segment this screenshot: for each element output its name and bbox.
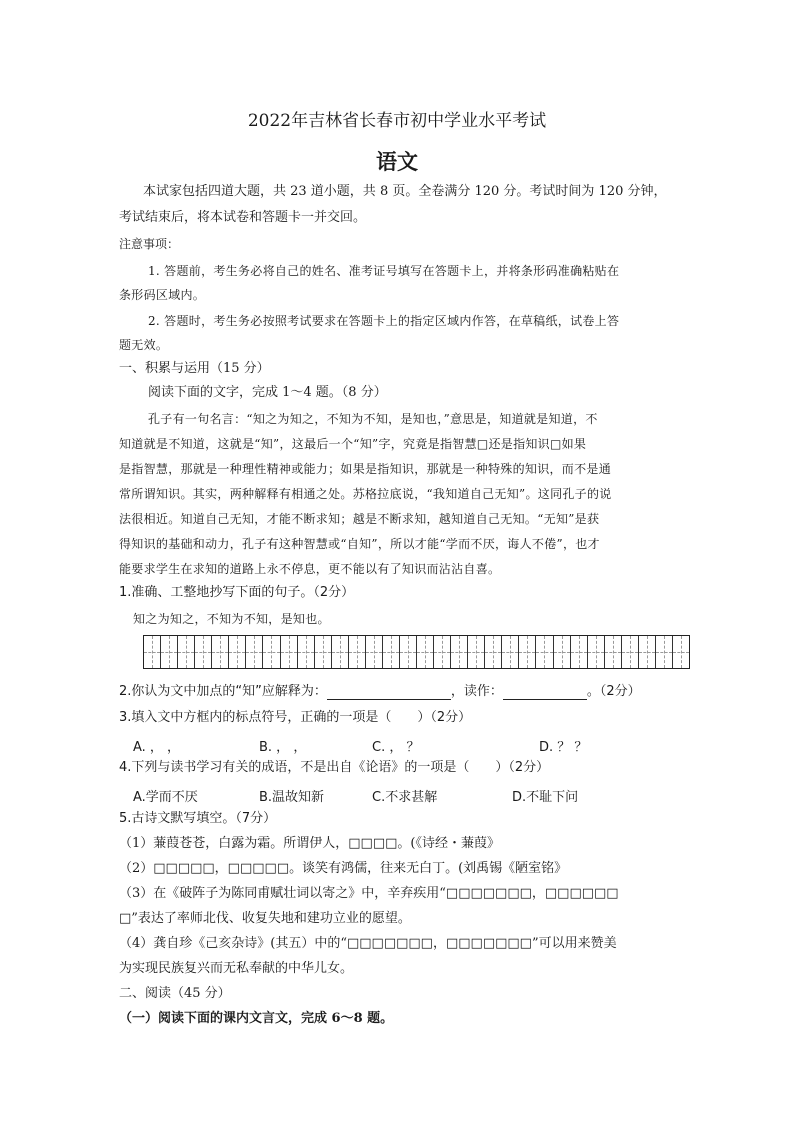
question-4: 4.下列与读书学习有关的成语，不是出自《论语》的一项是（ ）（2分） — [119, 760, 550, 775]
exam-title: 2022年吉林省长春市初中学业水平考试 — [247, 111, 547, 131]
question-5-2: （2）□□□□□，□□□□□。谈笑有鸿儒，往来无白丁。(刘禹锡《陋室铭》 — [119, 861, 568, 876]
passage-line-5: 法很相近。知道自己无知，才能不断求知；越是不断求知，越知道自己无知。“无知”是获 — [119, 512, 600, 526]
question-5-3-line-2: □”表达了率师北伐、收复失地和建功立业的愿望。 — [119, 911, 411, 926]
passage-line-3: 是指智慧，那就是一种理性精神或能力；如果是指知识，那就是一种特殊的知识，而不是通 — [119, 462, 612, 476]
question-1-sentence: 知之为知之，不知为不知，是知也。 — [133, 612, 330, 626]
question-4-option-b[interactable]: B.温故知新 — [259, 790, 325, 805]
passage-line-4: 常所谓知识。其实，两种解释有相通之处。苏格拉底说，“我知道自己无知”。这同孔子的说 — [119, 487, 612, 501]
question-5-4-line-1: （4）龚自珍《己亥杂诗》(其五）中的“□□□□□□□，□□□□□□□”可以用来赞美 — [119, 936, 617, 951]
subject-title: 语文 — [376, 149, 418, 174]
question-4-option-c[interactable]: C.不求甚解 — [372, 790, 438, 805]
passage-line-1: 孔子有一句名言：“知之为知之，不知为不知，是知也，”意思是，知道就是知道，不 — [148, 412, 598, 426]
section-2-sub-1: （一）阅读下面的课内文言文，完成 6～8 题。 — [119, 1011, 394, 1026]
copy-writing-grid[interactable] — [143, 635, 690, 669]
question-3-option-b[interactable]: B. ， ， — [259, 740, 307, 755]
question-5-4-line-2: 为实现民族复兴而无私奉献的中华儿女。 — [119, 961, 354, 976]
question-4-option-d[interactable]: D.不耻下问 — [512, 790, 579, 805]
section-1-heading: 一、积累与运用（15 分） — [119, 361, 270, 376]
intro-line-1: 本试家包括四道大题，共 23 道小题，共 8 页。全卷满分 120 分。考试时间为 120 分钟， — [143, 184, 667, 199]
question-3-option-a[interactable]: A. ， ， — [133, 740, 181, 755]
notice-item-2-line-2: 题无效。 — [119, 338, 169, 352]
passage-line-7: 能要求学生在求知的道路上永不停息，更不能以有了知识而沾沾自喜。 — [119, 562, 501, 576]
question-1: 1.准确、工整地抄写下面的句子。（2分） — [119, 585, 355, 600]
intro-line-2: 考试结束后，将本试卷和答题卡一并交回。 — [119, 210, 367, 225]
question-3: 3.填入文中方框内的标点符号，正确的一项是（ ）（2分） — [119, 710, 472, 725]
notice-item-2-line-1: 2. 答题时，考生务必按照考试要求在答题卡上的指定区域内作答，在草稿纸，试卷上答 — [148, 314, 620, 328]
answer-blank-meaning[interactable] — [327, 685, 451, 700]
question-5: 5.古诗文默写填空。（7分） — [119, 811, 277, 826]
notice-item-1-line-2: 条形码区域内。 — [119, 288, 206, 302]
question-3-option-d[interactable]: D. ？ ？ — [539, 740, 588, 755]
passage-line-6: 得知识的基础和动力，孔子有这种智慧或“自知”，所以才能“学而不厌，诲人不倦”，也才 — [119, 537, 600, 551]
reading-prompt: 阅读下面的文字，完成 1～4 题。（8 分） — [148, 385, 387, 400]
question-3-option-c[interactable]: C. ， ？ — [372, 740, 420, 755]
question-5-3-line-1: （3）在《破阵子为陈同甫赋壮词以寄之》中，辛弃疾用“□□□□□□□，□□□□□□ — [119, 886, 619, 901]
question-4-option-a[interactable]: A.学而不厌 — [133, 790, 198, 805]
notice-heading: 注意事项： — [119, 237, 180, 251]
question-2: 2.你认为文中加点的“知”应解释为： ，读作： 。（2分） — [119, 684, 641, 699]
section-2-heading: 二、阅读（45 分） — [119, 986, 231, 1001]
answer-blank-pronunciation[interactable] — [503, 685, 587, 700]
passage-line-2: 知道就是不知道，这就是“知”，这最后一个“知”字，究竟是指智慧□还是指知识□如果 — [119, 437, 587, 451]
question-5-1: （1）蒹葭苍苍，白露为霜。所谓伊人，□□□□。(《诗经・蒹葭》 — [119, 836, 500, 851]
notice-item-1-line-1: 1. 答题前，考生务必将自己的姓名、准考证号填写在答题卡上，并将条形码准确粘贴在 — [148, 264, 620, 278]
